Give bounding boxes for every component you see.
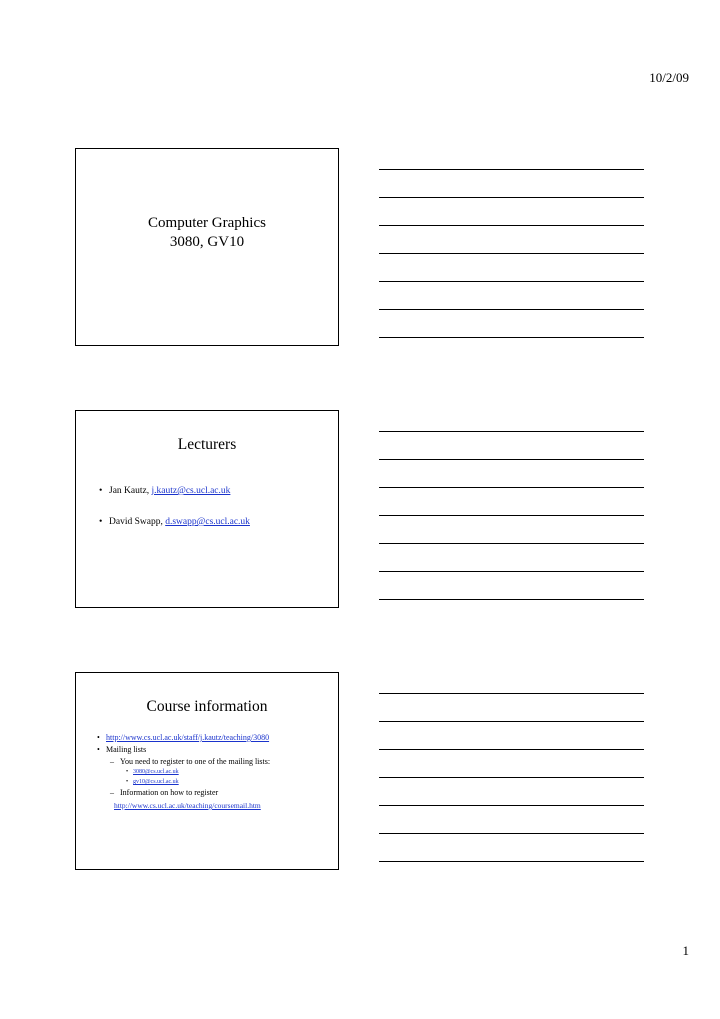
lecturer-list [76,485,338,547]
slide-title-computer-graphics [75,148,339,346]
page-number: 1 [682,943,689,958]
list-item [76,744,338,756]
note-line [379,834,644,862]
slide-heading: Course information [146,698,268,715]
note-line [379,198,644,226]
note-line [379,750,644,778]
lecturer-item [76,516,338,528]
note-line [379,142,644,170]
note-line [379,722,644,750]
course-url-link[interactable]: http://www.cs.ucl.ac.uk/staff/j.kautz/teaching/3080 [106,733,270,742]
list-item [76,732,338,744]
note-line [379,778,644,806]
slide-title-line-1: Computer Graphics [148,215,266,231]
mailing-list-link-gv10[interactable]: gv10@cs.ucl.ac.uk [133,779,179,785]
lecturer-email-link[interactable]: d.swapp@cs.ucl.ac.uk [165,517,250,527]
note-line [379,310,644,338]
notes-lines-slide-2 [379,404,644,600]
slide-course-information [75,672,339,870]
note-line [379,544,644,572]
list-item [76,756,338,767]
page-date: 10/2/09 [649,70,689,85]
list-item [76,777,338,787]
how-to-register-label: Information on how to register [120,788,219,797]
list-item [76,787,338,798]
list-item [76,800,338,812]
note-line [379,170,644,198]
list-item [76,767,338,777]
lecturer-email-link[interactable]: j.kautz@cs.ucl.ac.uk [151,486,231,496]
course-info-list [76,732,338,812]
mailing-lists-label: Mailing lists [106,745,147,754]
note-line [379,226,644,254]
note-line [379,516,644,544]
note-line [379,694,644,722]
note-line [379,432,644,460]
register-note: You need to register to one of the mailing lists: [120,757,271,766]
note-line [379,488,644,516]
slide-title-block [76,214,338,252]
note-line [379,404,644,432]
slide-lecturers [75,410,339,608]
note-line [379,460,644,488]
lecturer-name: David Swapp, [109,517,166,527]
mailing-list-link-3080[interactable]: 3080@cs.ucl.ac.uk [133,769,179,775]
lecturer-name: Jan Kautz, [109,486,152,496]
note-line [379,666,644,694]
register-url-link[interactable]: http://www.cs.ucl.ac.uk/teaching/coursemail.htm [114,801,261,810]
note-line [379,806,644,834]
note-line [379,254,644,282]
note-line [379,282,644,310]
slide-title-line-2: 3080, GV10 [169,234,245,250]
lecturer-item [76,485,338,497]
slide-heading: Lecturers [177,436,237,453]
notes-lines-slide-3 [379,666,644,862]
notes-lines-slide-1 [379,142,644,338]
note-line [379,572,644,600]
